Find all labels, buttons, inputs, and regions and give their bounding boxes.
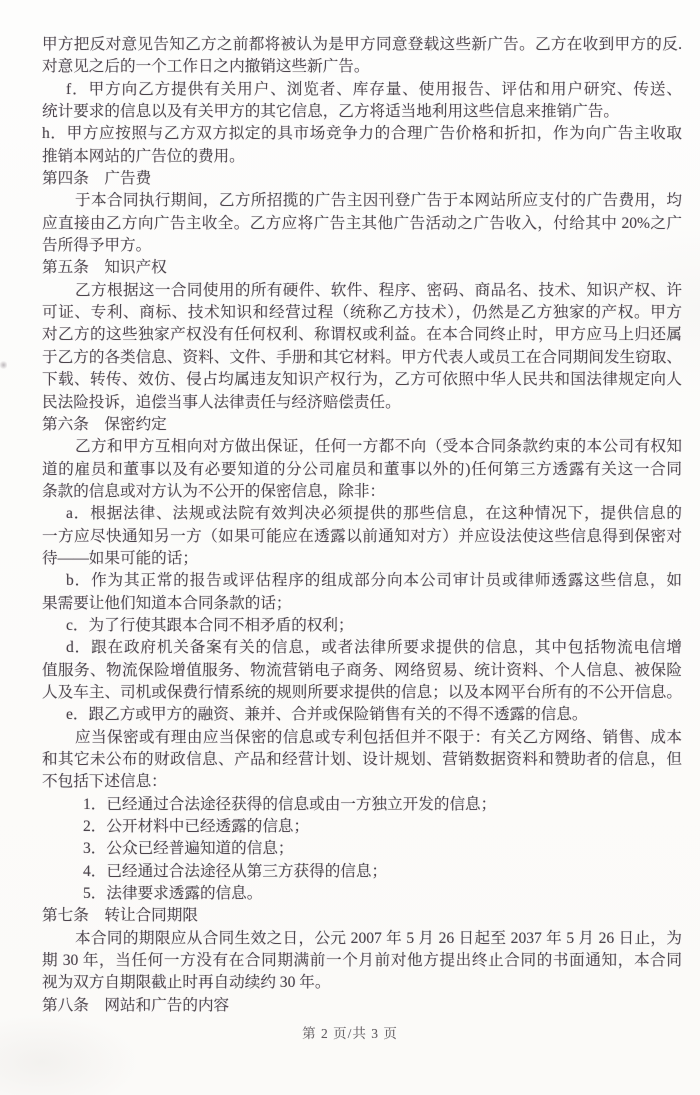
contract-text-line: h．甲方应按照与乙方双方拟定的具市场竞争力的合理广告价格和折扣，作为向广告主收取 [42, 125, 682, 143]
contract-text-line: 3．公众已经普遍知道的信息； [83, 840, 294, 858]
contract-text-line: 期 30 年，当任何一方没有在合同期满前一个月前对他方提出终止合同的书面通知，本合同 [42, 952, 682, 970]
contract-text-line: e．跟乙方或甲方的融资、兼并、合并或保险销售有关的不得不透露的信息。 [66, 706, 588, 724]
contract-text-line: 于本合同执行期间，乙方所招揽的广告主因刊登广告于本网站所应支付的广告费用，均 [75, 192, 682, 210]
contract-text-line: 推销本网站的广告位的费用。 [42, 147, 245, 165]
document-body [42, 34, 682, 1017]
contract-text-line: 果需要让他们知道本合同条款的话； [42, 594, 292, 612]
section-heading: 第五条 知识产权 [42, 259, 167, 277]
contract-text-line: 本合同的期限应从合同生效之日，公元 2007 年 5 月 26 日起至 2037 年 5 月 26 日止，为 [75, 929, 682, 947]
contract-text-line: c．为了行使其跟本合同不相矛盾的权利； [66, 616, 354, 634]
contract-text-line: 人及车主、司机或保费行情系统的规则所要求提供的信息；以及本网平台所有的不公开信息。 [42, 683, 682, 701]
contract-text-line: 5．法律要求透露的信息。 [83, 885, 263, 903]
contract-text-line: 告所得予甲方。 [42, 237, 152, 255]
contract-text-line: 统计要求的信息以及有关甲方的其它信息，乙方将适当地利用这些信息来推销广告。 [42, 103, 619, 121]
contract-text-line: 1．已经通过合法途径获得的信息或由一方独立开发的信息； [83, 795, 497, 813]
contract-text-line: 甲方把反对意见告知乙方之前都将被认为是甲方同意登载这些新广告。乙方在收到甲方的反. [42, 36, 682, 53]
contract-text-line: 视为双方自期限截止时再自动续约 30 年。 [42, 974, 331, 992]
contract-text-line: 民法险投诉，追偿当事人法律责任与经济赔偿责任。 [42, 393, 401, 411]
contract-text-line: 乙方根据这一合同使用的所有硬件、软件、程序、密码、商品名、技术、知识产权、许 [75, 281, 682, 299]
page-footer [0, 1022, 700, 1042]
section-heading: 第六条 保密约定 [42, 415, 167, 433]
scan-artifact [0, 360, 7, 370]
contract-text-line: 一方应尽快通知另一方（如果可能应在透露以前通知对方）并应设法使这些信息得到保密对 [42, 527, 682, 545]
contract-text-line: 可证、专利、商标、技术知识和经营过程（统称乙方技术），仍然是乙方独家的产权。甲方 [42, 304, 682, 322]
contract-text-line: d．跟在政府机关备案有关的信息，或者法律所要求提供的信息，其中包括物流电信增 [66, 639, 682, 657]
contract-text-line: 不包括下述信息： [42, 773, 167, 791]
section-heading: 第七条 转让合同期限 [42, 907, 198, 925]
contract-text-line: 和其它未公布的财政信息、产品和经营计划、设计规划、营销数据资料和赞助者的信息，但 [42, 751, 682, 768]
contract-text-line: 条款的信息或对方认为不公开的保密信息，除非： [42, 482, 386, 500]
contract-text-line: 下载、转传、效仿、侵占均属违友知识产权行为，乙方可依照中华人民共和国法律规定向人 [42, 371, 682, 389]
contract-text-line: 于乙方的各类信息、资料、文件、手册和其它材料。甲方代表人或员工在合同期间发生窃取、 [42, 348, 682, 366]
page-number: 第 2 页/共 3 页 [302, 1026, 398, 1041]
contract-text-line: 乙方和甲方互相向对方做出保证，任何一方都不向（受本合同条款约束的本公司有权知 [75, 438, 682, 456]
contract-text-line: f．甲方向乙方提供有关用户、浏览者、库存量、使用报告、评估和用户研究、传送、 [66, 80, 682, 98]
contract-text-line: 待——如果可能的话； [42, 549, 198, 567]
contract-text-line: 对意见之后的一个工作日之内撤销这些新广告。 [42, 58, 370, 76]
contract-text-line: 应直接由乙方向广告主收全。乙方应将广告主其他广告活动之广告收入，付给其中 20%之广 [42, 214, 682, 232]
contract-text-line: 4．已经通过合法途径从第三方获得的信息； [83, 862, 388, 880]
section-heading: 第八条 网站和广告的内容 [42, 996, 230, 1014]
contract-text-line: a．根据法律、法规或法院有效判决必须提供的那些信息，在这种情况下，提供信息的 [66, 505, 682, 523]
section-heading: 第四条 广告费 [42, 170, 152, 188]
contract-text-line: 应当保密或有理由应当保密的信息或专利包括但并不限于：有关乙方网络、销售、成本 [75, 728, 682, 746]
contract-text-line: b．作为其正常的报告或评估程序的组成部分向本公司审计员或律师透露这些信息，如 [66, 572, 682, 590]
contract-text-line: 值服务、物流保险增值服务、物流营销电子商务、网络贸易、统计资料、个人信息、被保险 [42, 661, 682, 679]
contract-text-line: 2．公开材料中已经透露的信息； [83, 818, 310, 836]
contract-text-line: 对乙方的这些独家产权没有任何权利、称谓权或利益。在本合同终止时，甲方应马上归还属 [42, 326, 682, 344]
contract-text-line: 道的雇员和董事以及有必要知道的分公司雇员和董事以外的)任何第三方透露有关这一合同 [42, 460, 682, 478]
